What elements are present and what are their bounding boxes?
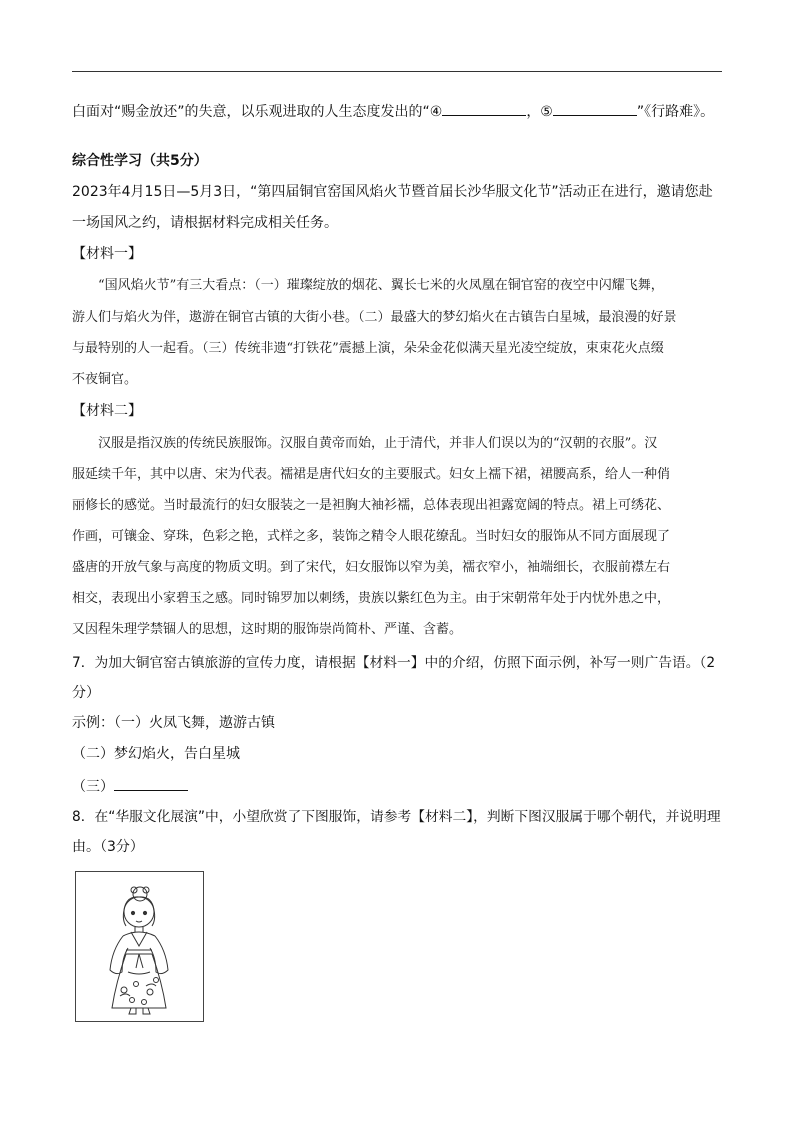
material-two-label: 【材料二】 [72, 403, 142, 419]
example-line-1: 示例：（一）火凤飞舞，遨游古镇 [72, 715, 275, 731]
material-one-line-1: “国风焰火节”有三大看点：（一）璀璨绽放的烟花、翼长七米的火凤凰在铜官窑的夜空中闪耀飞舞， [98, 278, 664, 293]
blank-4[interactable] [442, 101, 526, 116]
poem-text-part1: 白面对“赐金放还”的失意，以乐观进取的人生态度发出的“④ [72, 104, 443, 120]
material-two-line-7: 又因程朱理学禁锢人的思想，这时期的服饰崇尚简朴、严谨、含蓄。 [72, 622, 463, 637]
material-one-line-4: 不夜铜官。 [72, 372, 138, 387]
material-two-line-4: 作画，可镶金、穿珠，色彩之艳，式样之多，装饰之精令人眼花缭乱。当时妇女的服饰从不同方面展现了 [72, 529, 671, 544]
material-two-line-1: 汉服是指汉族的传统民族服饰。汉服自黄帝而始，止于清代，并非人们误以为的“汉朝的衣服”。汉 [98, 436, 658, 451]
poem-text-part3: ”《行路难》。 [636, 104, 715, 120]
material-two-line-3: 丽修长的感觉。当时最流行的妇女服装之一是袒胸大袖衫襦，总体表现出袒露宽阔的特点。裙上可绣花、 [72, 498, 671, 513]
hanfu-girl-illustration-icon [76, 872, 203, 1021]
material-one-line-2: 游人们与焰火为伴，遨游在铜官古镇的大街小巷。（二）最盛大的梦幻焰火在古镇告白星城，最浪漫的好景 [72, 310, 677, 325]
example-line-2: （二）梦幻焰火，告白星城 [72, 746, 240, 762]
question-8-line-2: 由。（3分） [72, 839, 144, 855]
question-7-line-2: 分） [72, 685, 100, 701]
poem-fill-line [72, 101, 714, 121]
answer-blank-3[interactable] [114, 776, 188, 791]
material-two-line-6: 相交，表现出小家碧玉之感。同时锦罗加以刺绣，贵族以紫红色为主。由于宋朝常年处于内忧外患之中， [72, 591, 671, 606]
intro-line-2: 一场国风之约，请根据材料完成相关任务。 [72, 215, 338, 231]
section-heading: 综合性学习（共5分） [72, 153, 208, 169]
question-8-line-1: 8．在“华服文化展演”中，小望欣赏了下图服饰，请参考【材料二】，判断下图汉服属于哪个朝代，并说明理 [72, 809, 721, 825]
hanfu-figure [75, 871, 204, 1022]
material-two-line-5: 盛唐的开放气象与高度的物质文明。到了宋代，妇女服饰以窄为美，襦衣窄小，袖端细长，衣服前襟左右 [72, 560, 671, 575]
question-7-line-1: 7．为加大铜官窑古镇旅游的宣传力度，请根据【材料一】中的介绍，仿照下面示例，补写一则广告语。（2 [72, 655, 716, 671]
poem-text-part2: ，⑤ [526, 104, 553, 120]
intro-line-1: 2023年4月15日—5月3日，“第四届铜官窑国风焰火节暨首届长沙华服文化节”活动正在进行，邀请您赴 [72, 184, 713, 200]
material-one-line-3: 与最特别的人一起看。（三）传统非遗“打铁花”震撼上演，朵朵金花似满天星光凌空绽放，束束花火点缀 [72, 341, 664, 356]
top-divider [72, 71, 722, 72]
blank-5[interactable] [553, 101, 637, 116]
example-3-label: （三） [72, 779, 114, 795]
material-one-label: 【材料一】 [72, 246, 142, 262]
example-line-3 [72, 776, 188, 796]
material-two-line-2: 服延续千年，其中以唐、宋为代表。襦裙是唐代妇女的主要服式。妇女上襦下裙，裙腰高系，给人一种俏 [72, 467, 671, 482]
